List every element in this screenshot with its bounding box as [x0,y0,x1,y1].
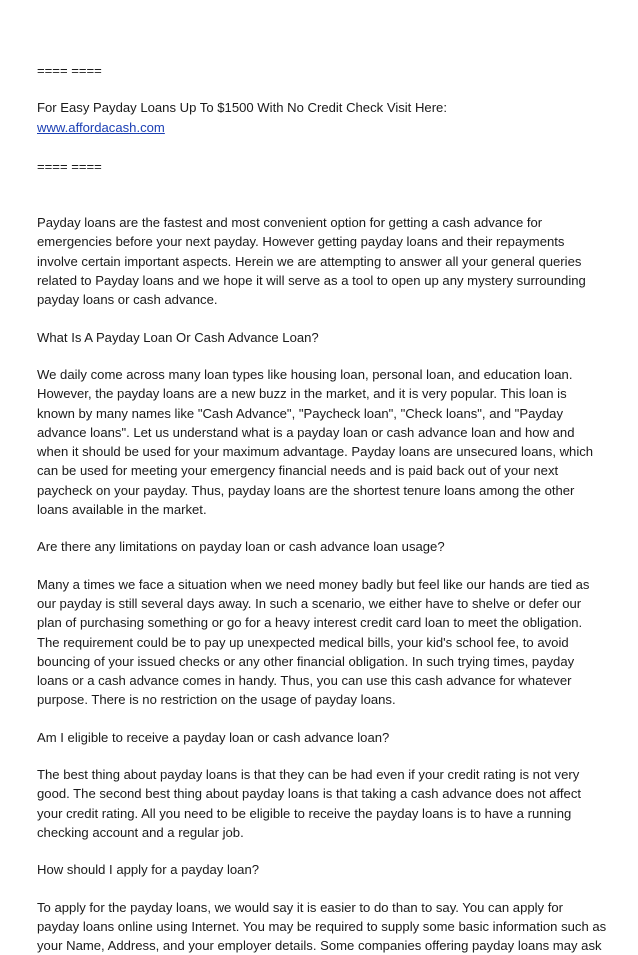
section-heading-eligibility: Am I eligible to receive a payday loan or cash advance loan? [37,728,618,747]
section-body-what-is: We daily come across many loan types like housing loan, personal loan, and education loan. However, the payday loans are a new buzz in the market, and it is very popular. This loan is known by many names like "Cash Advance", "Paycheck loan", "Check loans", and "Payday advance loans". Let us understand what is a payday loan or cash advance loan and how and when it should be used for your maximum advantage. Payday loans are unsecured loans, which can be used for meeting your emergency financial needs and is paid back out of your next paycheck on your payday. Thus, payday loans are the shortest tenure loans among the other loans available in the market. [37,365,618,519]
separator-bottom: ==== ==== [37,157,618,176]
section-body-limitations: Many a times we face a situation when we need money badly but feel like our hands are tied as our payday is still several days away. In such a scenario, we either have to shelve or defer our plan of purchasing something or go for a heavy interest credit card loan to meet the obligation. The requirement could be to pay up unexpected medical bills, your kid's school fee, to avoid bouncing of your issued checks or any other financial obligation. In such trying times, payday loans or a cash advance comes in handy. Thus, you can use this cash advance for whatever purpose. There is no restriction on the usage of payday loans. [37,575,618,710]
promo-line: For Easy Payday Loans Up To $1500 With No Credit Check Visit Here: [37,98,618,117]
section-heading-what-is: What Is A Payday Loan Or Cash Advance Loan? [37,328,618,347]
promo-link[interactable]: www.affordacash.com [37,118,165,137]
section-body-apply: To apply for the payday loans, we would say it is easier to do than to say. You can apply for payday loans online using Internet. You may be required to supply some basic information such as your Name, Address, and your employer details. Some companies offering payday loans may ask [37,898,618,955]
separator-top: ==== ==== [37,61,618,80]
section-heading-apply: How should I apply for a payday loan? [37,860,618,879]
section-heading-limitations: Are there any limitations on payday loan or cash advance loan usage? [37,537,618,556]
intro-paragraph: Payday loans are the fastest and most convenient option for getting a cash advance for emergencies before your next payday. However getting payday loans and their repayments involve certain important aspects. Herein we are attempting to answer all your general queries related to Payday loans and we hope it will serve as a tool to open up any mystery surrounding payday loans or cash advance. [37,213,618,309]
section-body-eligibility: The best thing about payday loans is that they can be had even if your credit rating is not very good. The second best thing about payday loans is that taking a cash advance does not affect your credit rating. All you need to be eligible to receive the payday loans is to have a running checking account and a regular job. [37,765,618,842]
